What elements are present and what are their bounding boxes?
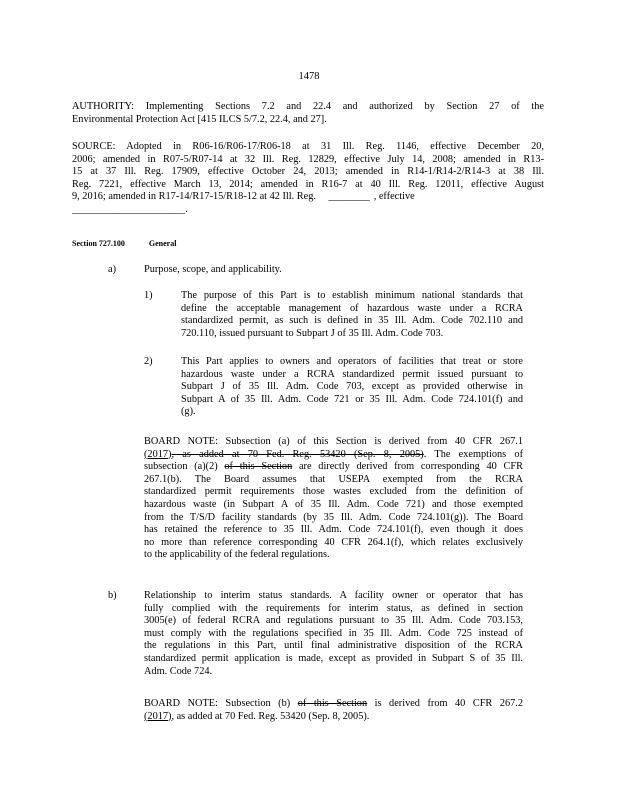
- item-line: (g).: [181, 406, 196, 418]
- source-line: Reg. 7221, effective March 13, 2014; amended in R16-7 at 40 Ill. Reg. 12011, effective August: [72, 178, 544, 190]
- item-line: standardized permit, as such is defined in 35 Ill. Adm. Code 702.110 and: [181, 315, 523, 327]
- note-line: has retained the reference to 35 Ill. Adm. Code 724.101(f), even though it does: [144, 524, 523, 536]
- section-heading: [72, 238, 176, 251]
- note-line: [144, 711, 523, 724]
- note-underlined-text: (2017): [144, 710, 172, 722]
- board-note: [144, 698, 523, 723]
- source-line: 15 at 37 Ill. Reg. 17909, effective October 24, 2013; amended in R14-1/R14-2/R14-3 at 38 Ill.: [72, 166, 544, 178]
- note-line: [144, 698, 523, 711]
- note-struck-text: , as added at 70 Fed. Reg. 53420 (Sep. 8, 2005): [171, 448, 424, 460]
- item-line: 720.110, issued pursuant to Subpart J of 35 Ill. Adm. Code 703.: [181, 327, 444, 339]
- note-text: . The exemptions of: [423, 448, 524, 460]
- note-struck-text: of this Section: [224, 461, 293, 473]
- item-label: 2): [144, 356, 153, 367]
- subsection-label: b): [108, 590, 117, 601]
- subsection-label: a): [108, 264, 116, 275]
- source-line: [72, 191, 544, 204]
- note-line: from the T/S/D facility standards (by 35 Ill. Adm. Code 724.101(g)). The Board: [144, 511, 523, 523]
- item-line: hazardous waste under a RCRA standardized permit issued pursuant to: [181, 368, 523, 380]
- note-text: BOARD NOTE: Subsection (b): [144, 698, 291, 709]
- item-line: This Part applies to owners and operators of facilities that treat or store: [181, 356, 523, 367]
- note-line: to the applicability of the federal regulations.: [144, 549, 330, 561]
- section-number: Section 727.100: [72, 239, 125, 248]
- subsection-line: fully complied with the requirements for interim status, as defined in section: [144, 602, 523, 614]
- subsection-line: the regulations in this Part, until final administrative disposition of the RCRA: [144, 640, 523, 652]
- source-blank: ________: [328, 191, 370, 203]
- item-line: Subpart J of 35 Ill. Adm. Code 703, except as provided otherwise in: [181, 381, 523, 393]
- authority-paragraph: [72, 101, 544, 126]
- source-line: ______________________.: [72, 203, 188, 215]
- note-text: , as added at 70 Fed. Reg. 53420 (Sep. 8, 2005).: [171, 710, 370, 722]
- subsection-line: standardized permit application is made, except as provided in Subpart S of 35 Ill.: [144, 652, 523, 664]
- authority-line: AUTHORITY: Implementing Sections 7.2 and 22.4 and authorized by Section 27 of the: [72, 101, 544, 112]
- board-note: [144, 436, 523, 562]
- subsection-line: Relationship to interim status standards. A facility owner or operator that has: [144, 590, 523, 601]
- note-underlined-text: (2017): [144, 448, 172, 460]
- item-line: The purpose of this Part is to establish minimum national standards that: [181, 290, 523, 301]
- subsection-line: Adm. Code 724.: [144, 665, 213, 677]
- source-line: SOURCE: Adopted in R06-16/R06-17/R06-18 at 31 Ill. Reg. 1146, effective December 20,: [72, 141, 544, 152]
- source-text: , effective: [373, 191, 415, 203]
- note-line: no more than reference corresponding 40 CFR 264.1(f), which relates exclusively: [144, 536, 523, 548]
- note-line: [144, 449, 523, 462]
- source-paragraph: [72, 141, 544, 217]
- subsection-line: 3005(e) of federal RCRA and regulations pursuant to 35 Ill. Adm. Code 703.153,: [144, 615, 523, 627]
- note-text: are directly derived from corresponding 40 CFR: [298, 461, 524, 473]
- note-line: BOARD NOTE: Subsection (a) of this Section is derived from 40 CFR 267.1: [144, 436, 523, 447]
- subsection-heading: Purpose, scope, and applicability.: [144, 264, 282, 275]
- item-paragraph: [181, 290, 523, 340]
- note-line: standardized permit requirements those wastes excluded from the definition of: [144, 486, 523, 498]
- section-title: General: [148, 239, 177, 248]
- note-line: hazardous waste (in Subpart A of 35 Ill. Adm. Code 721) and those exempted: [144, 498, 523, 510]
- note-struck-text: of this Section: [297, 698, 368, 709]
- source-line: 2006; amended in R07-5/R07-14 at 32 Ill. Reg. 12829, effective July 14, 2008; amended in R13-: [72, 153, 544, 165]
- note-line: 267.1(b). The Board assumes that USEPA exempted from the RCRA: [144, 473, 523, 485]
- subsection-line: must comply with the regulations specified in 35 Ill. Adm. Code 725 instead of: [144, 627, 523, 639]
- item-label: 1): [144, 290, 153, 301]
- item-line: define the acceptable management of hazardous waste under a RCRA: [181, 302, 523, 314]
- authority-line: Environmental Protection Act [415 ILCS 5/7.2, 22.4, and 27].: [72, 113, 327, 125]
- item-paragraph: [181, 356, 523, 419]
- item-line: Subpart A of 35 Ill. Adm. Code 721 or 35 Ill. Adm. Code 724.101(f) and: [181, 393, 523, 405]
- page-number: 1478: [298, 71, 320, 82]
- note-text: subsection (a)(2): [144, 461, 218, 473]
- subsection-paragraph: [144, 590, 523, 678]
- source-text: 9, 2016; amended in R17-14/R17-15/R18-12 at 42 Ill. Reg.: [72, 191, 316, 203]
- note-line: [144, 461, 523, 474]
- note-text: is derived from 40 CFR 267.2: [374, 698, 524, 709]
